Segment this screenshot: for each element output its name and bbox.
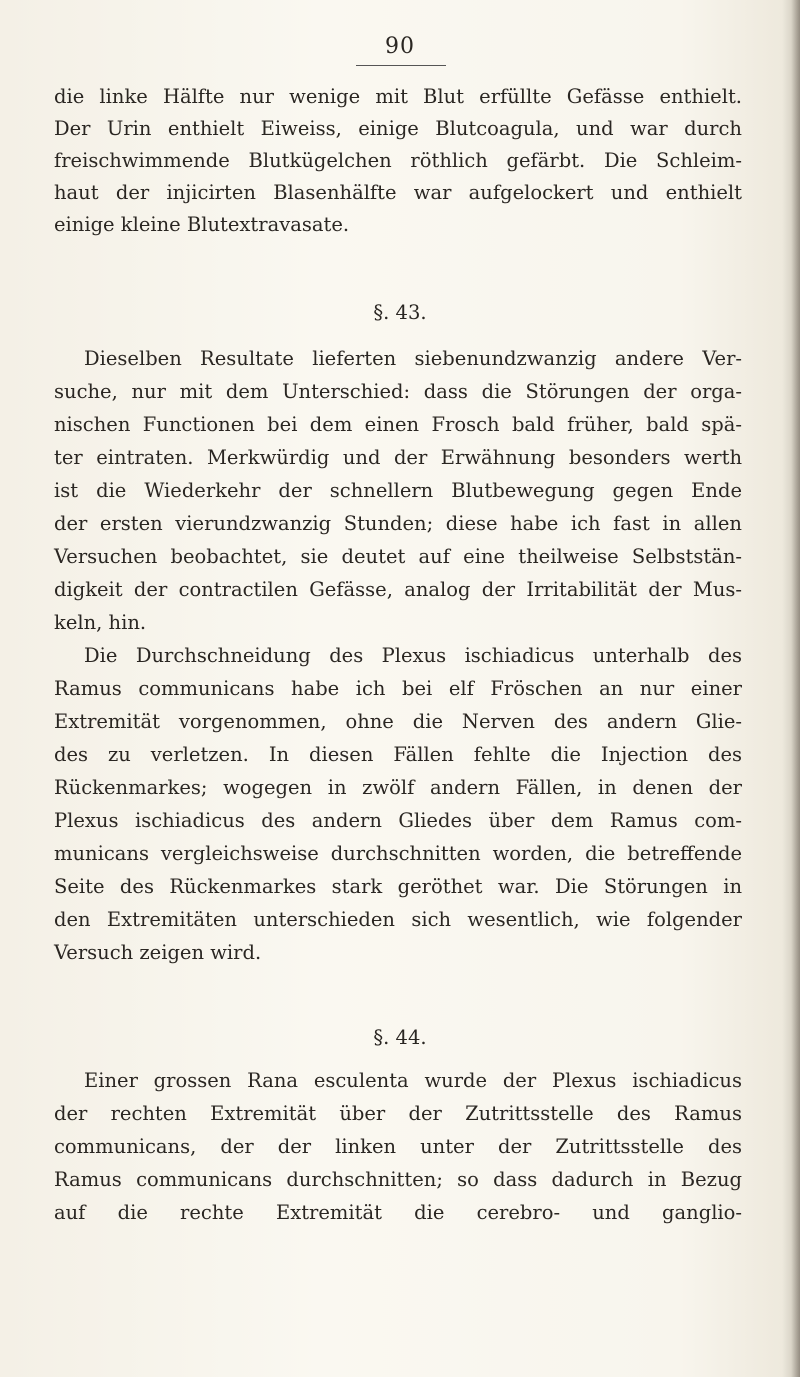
text-line: digkeit der contractilen Gefässe, analog der Irritabilität der Mus-: [54, 578, 742, 601]
text-line: Plexus ischiadicus des andern Gliedes über dem Ramus com-: [54, 809, 742, 832]
section-heading: §. 44.: [373, 1026, 427, 1049]
page-number: 90: [385, 34, 415, 59]
text-line: der ersten vierundzwanzig Stunden; diese habe ich fast in allen: [54, 512, 742, 535]
text-line: nischen Functionen bei dem einen Frosch bald früher, bald spä-: [54, 413, 742, 436]
text-line: Dieselben Resultate lieferten siebenundzwanzig andere Ver-: [84, 347, 742, 370]
text-line: haut der injicirten Blasenhälfte war aufgelockert und enthielt: [54, 181, 742, 204]
text-line: der rechten Extremität über der Zutrittsstelle des Ramus: [54, 1102, 742, 1125]
text-line: suche, nur mit dem Unterschied: dass die Störungen der orga-: [54, 380, 742, 403]
text-line: Ramus communicans habe ich bei elf Fröschen an nur einer: [54, 677, 742, 700]
text-line: Extremität vorgenommen, ohne die Nerven des andern Glie-: [54, 710, 742, 733]
text-line: einige kleine Blutextravasate.: [54, 213, 350, 236]
page-number-rule: [356, 65, 446, 66]
text-line: ist die Wiederkehr der schnellern Blutbewegung gegen Ende: [54, 479, 742, 502]
text-line: des zu verletzen. In diesen Fällen fehlte die Injection des: [54, 743, 742, 766]
text-line: ter eintraten. Merkwürdig und der Erwähnung besonders werth: [54, 446, 742, 469]
text-line: municans vergleichsweise durchschnitten worden, die betreffende: [54, 842, 742, 865]
text-line: keln, hin.: [54, 611, 147, 634]
text-line: communicans, der der linken unter der Zutrittsstelle des: [54, 1135, 742, 1158]
text-line: Einer grossen Rana esculenta wurde der Plexus ischiadicus: [84, 1069, 742, 1092]
text-line: auf die rechte Extremität die cerebro- und ganglio-: [54, 1201, 742, 1224]
text-line: Versuch zeigen wird.: [54, 941, 262, 964]
page-edge-shadow: [782, 0, 800, 1377]
section-heading: §. 43.: [373, 301, 427, 324]
text-line: Die Durchschneidung des Plexus ischiadicus unterhalb des: [84, 644, 742, 667]
text-line: Versuchen beobachtet, sie deutet auf eine theilweise Selbststän-: [54, 545, 742, 568]
text-line: Ramus communicans durchschnitten; so dass dadurch in Bezug: [54, 1168, 742, 1191]
text-line: Rückenmarkes; wogegen in zwölf andern Fällen, in denen der: [54, 776, 742, 799]
text-line: den Extremitäten unterschieden sich wesentlich, wie folgender: [54, 908, 742, 931]
text-line: Der Urin enthielt Eiweiss, einige Blutcoagula, und war durch: [54, 117, 742, 140]
text-line: freischwimmende Blutkügelchen röthlich gefärbt. Die Schleim-: [54, 149, 742, 172]
text-line: Seite des Rückenmarkes stark geröthet war. Die Störungen in: [54, 875, 742, 898]
text-line: die linke Hälfte nur wenige mit Blut erfüllte Gefässe enthielt.: [54, 85, 742, 108]
